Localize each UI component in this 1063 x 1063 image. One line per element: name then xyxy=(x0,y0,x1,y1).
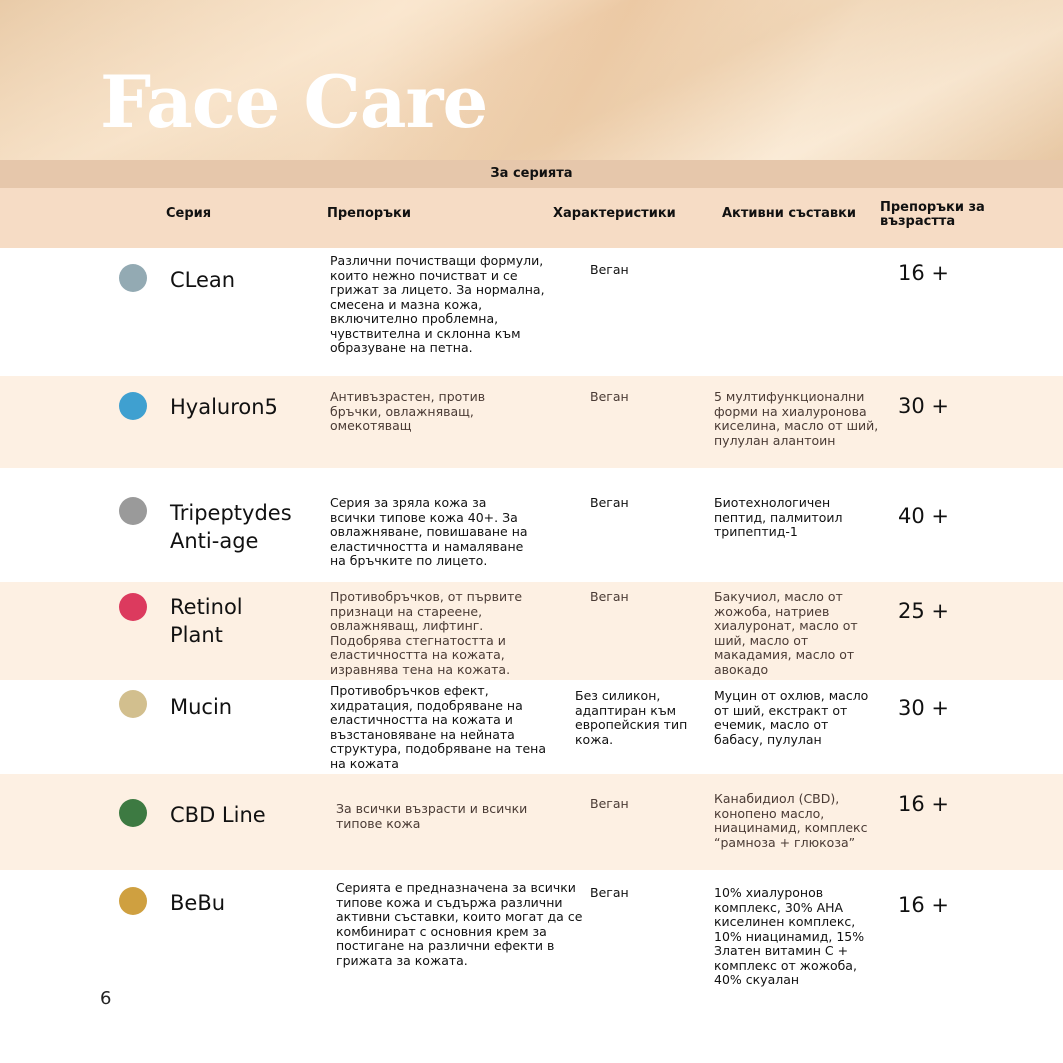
series-name: Retinol Plant xyxy=(170,595,243,647)
header-characteristics: Характеристики xyxy=(553,206,676,221)
series-name: Tripeptydes Anti-age xyxy=(170,501,292,553)
characteristics-text: Веган xyxy=(590,495,629,510)
age-value: 16 + xyxy=(898,893,949,917)
header-age: Препоръки за възрастта xyxy=(880,200,985,229)
characteristics-text: Веган xyxy=(590,885,629,900)
actives-text: 10% хиалуронов комплекс, 30% AHA киселинен комплекс, 10% ниацинамид, 15% Златен витамин С + комплекс от жожоба, 40% скуалан xyxy=(714,885,865,987)
characteristics-text: Веган xyxy=(590,589,629,604)
recommendation-text: Различни почистващи формули, които нежно почистват и се грижат за лицето. За нормална, смесена и мазна кожа, включително проблемна, чувствителна и склонна към образуване на петна. xyxy=(330,253,545,355)
series-name: CBD Line xyxy=(170,803,266,827)
actives-text: Биотехнологичен пептид, палмитоил трипептид-1 xyxy=(714,495,843,539)
age-value: 16 + xyxy=(898,261,949,285)
recommendation-text: Антивъзрастен, против бръчки, овлажняващ, омекотяващ xyxy=(330,389,486,433)
table-row xyxy=(0,468,1063,582)
actives-text: Бакучиол, масло от жожоба, натриев хиалуронат, масло от ший, масло от макадамия, масло от авокадо xyxy=(714,589,858,677)
series-color-dot xyxy=(119,593,147,621)
series-color-dot xyxy=(119,799,147,827)
age-value: 25 + xyxy=(898,599,949,623)
recommendation-text: Противобръчков, от първите признаци на стареене, овлажняващ, лифтинг. Подобрява стегнатостта и еластичността на кожата, изравнява тена на кожата. xyxy=(330,589,523,677)
characteristics-text: Веган xyxy=(590,389,629,404)
table-row xyxy=(0,680,1063,774)
header-series: Серия xyxy=(166,206,212,221)
characteristics-text: Веган xyxy=(590,796,629,811)
series-color-dot xyxy=(119,497,147,525)
age-value: 16 + xyxy=(898,792,949,816)
table-row xyxy=(0,248,1063,376)
recommendation-text: Противобръчков ефект, хидратация, подобряване на еластичността на кожата и възстановяване на нейната структура, подобряване на тена на кожата xyxy=(330,683,547,771)
table-row xyxy=(0,376,1063,468)
age-value: 30 + xyxy=(898,696,949,720)
age-value: 30 + xyxy=(898,394,949,418)
table-header xyxy=(0,188,1063,248)
actives-text: 5 мултифункционални форми на хиалуронова киселина, масло от ший, пулулан алантоин xyxy=(714,389,879,448)
actives-text: Канабидиол (CBD), конопено масло, ниацинамид, комплекс “рамноза + глюкоза” xyxy=(714,791,868,850)
page-number: 6 xyxy=(100,988,112,1009)
series-name: Mucin xyxy=(170,695,233,719)
series-color-dot xyxy=(119,887,147,915)
recommendation-text: Серия за зряла кожа за всички типове кожа 40+. За овлажняване, повишаване на еластичността и намаляване на бръчките по лицето. xyxy=(330,495,528,568)
age-value: 40 + xyxy=(898,504,949,528)
hero-banner xyxy=(0,0,1063,160)
page-title: Face Care xyxy=(100,59,488,144)
series-name: CLean xyxy=(170,268,236,292)
actives-text: Муцин от охлюв, масло от ший, екстракт от ечемик, масло от бабасу, пулулан xyxy=(714,688,869,747)
series-name: BeBu xyxy=(170,891,226,915)
table-row xyxy=(0,870,1063,990)
series-name: Hyaluron5 xyxy=(170,395,278,419)
header-recommendations: Препоръки xyxy=(327,206,411,221)
recommendation-text: За всички възрасти и всички типове кожа xyxy=(336,801,528,831)
characteristics-text: Веган xyxy=(590,262,629,277)
series-color-dot xyxy=(119,264,147,292)
table-row xyxy=(0,582,1063,680)
recommendation-text: Серията е предназначена за всички типове кожа и съдържа различни активни съставки, които могат да се комбинират с основния крем за постигане на различни ефекти в грижата за кожата. xyxy=(336,880,583,968)
section-band: За серията xyxy=(0,160,1063,188)
table-row xyxy=(0,774,1063,870)
characteristics-text: Без силикон, адаптиран към европейския тип кожа. xyxy=(575,688,688,747)
header-actives: Активни съставки xyxy=(722,206,857,221)
series-color-dot xyxy=(119,690,147,718)
series-color-dot xyxy=(119,392,147,420)
